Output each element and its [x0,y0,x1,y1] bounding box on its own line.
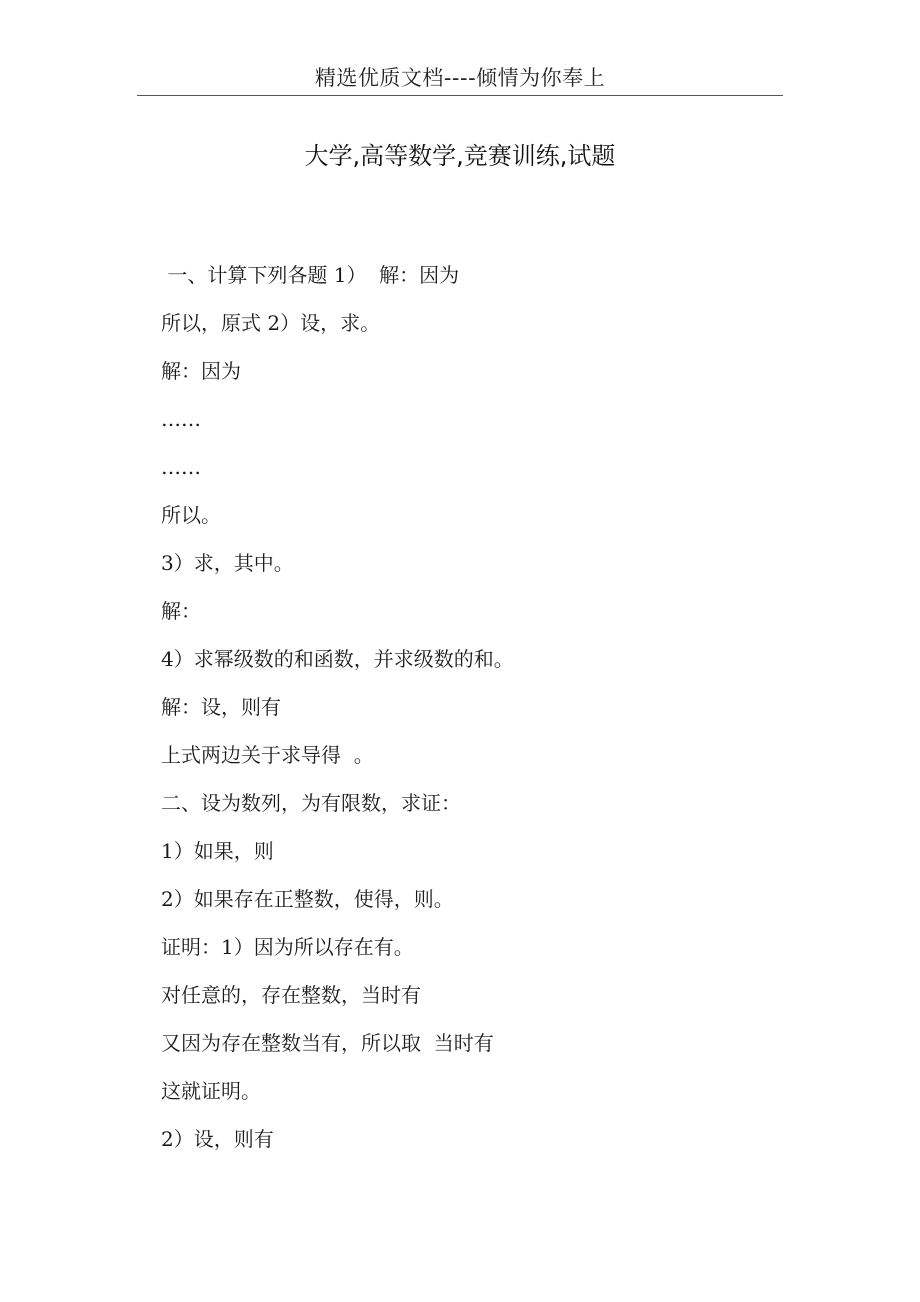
document-title: 大学,高等数学,竞赛训练,试题 [304,142,616,170]
body-line: 又因为存在整数当有，所以取 当时有 [161,1031,494,1055]
body-line: 3）求，其中。 [161,551,294,575]
page-header: 精选优质文档----倾情为你奉上 [314,66,606,90]
body-line: 所以。 [161,503,221,527]
body-line: 上式两边关于求导得 。 [161,743,374,767]
body-line: 解：设，则有 [161,695,281,719]
body-line: 2）设，则有 [161,1127,274,1151]
body-line: 对任意的，存在整数，当时有 [161,983,421,1007]
body-line: 解： [161,599,201,623]
body-line: 二、设为数列，为有限数，求证： [161,791,461,815]
body-line: 1）如果，则 [161,839,274,863]
body-line: 4）求幂级数的和函数，并求级数的和。 [161,647,514,671]
body-line: …… [161,407,201,431]
body-line: 这就证明。 [161,1079,261,1103]
body-line: 2）如果存在正整数，使得，则。 [161,887,454,911]
header-divider [137,95,783,96]
body-line: …… [161,455,201,479]
body-line: 解：因为 [161,359,241,383]
body-line: 一、计算下列各题 1） 解：因为 [161,263,460,287]
body-line: 所以，原式 2）设，求。 [161,311,381,335]
body-line: 证明：1）因为所以存在有。 [161,935,414,959]
